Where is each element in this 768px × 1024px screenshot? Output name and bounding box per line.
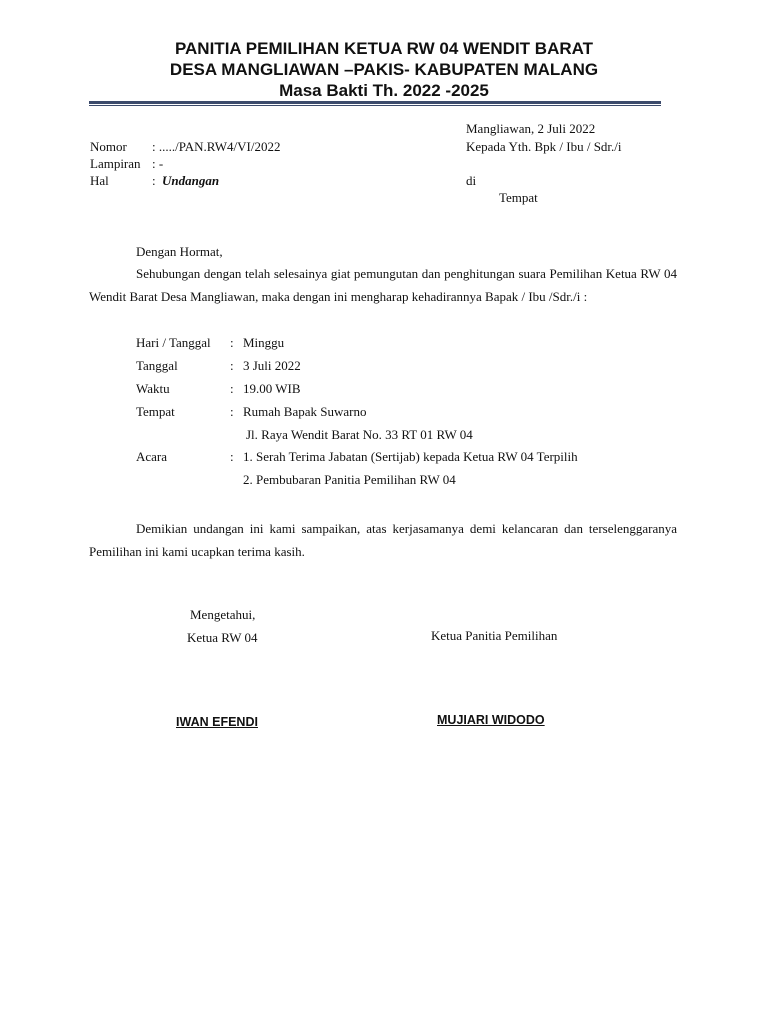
closing-paragraph [89,517,677,563]
nomor-label: Nomor [90,139,127,154]
waktu-label: Waktu [136,381,170,396]
greeting: Dengan Hormat, [136,244,223,259]
hal-label: Hal [90,173,109,188]
tempat-value: Rumah Bapak Suwarno [243,404,367,419]
right-signatory-name: MUJIARI WIDODO [437,713,545,727]
hari-label: Hari / Tanggal [136,335,211,350]
place-date: Mangliawan, 2 Juli 2022 [466,121,596,136]
lampiran-label: Lampiran [90,156,141,171]
tanggal-label: Tanggal [136,358,178,373]
intro-paragraph [89,262,677,308]
acara-item-1: 1. Serah Terima Jabatan (Sertijab) kepada Ketua RW 04 Terpilih [243,449,578,464]
tempat-label: Tempat [136,404,175,419]
hari-colon: : [230,335,234,350]
left-signature-title: Ketua RW 04 [187,630,258,645]
header-divider-thick [89,101,661,104]
waktu-value: 19.00 WIB [243,381,301,396]
letterhead-line-2: DESA MANGLIAWAN –PAKIS- KABUPATEN MALANG [169,60,599,79]
letterhead-line-1: PANITIA PEMILIHAN KETUA RW 04 WENDIT BARAT [174,39,594,58]
left-signature-heading: Mengetahui, [190,607,256,622]
right-signature-title: Ketua Panitia Pemilihan [431,628,558,643]
letterhead [0,38,768,101]
tanggal-colon: : [230,358,234,373]
header-divider-thin [89,105,661,106]
acara-colon: : [230,449,234,464]
waktu-colon: : [230,381,234,396]
closing-text: Demikian undangan ini kami sampaikan, atas kerjasamanya demi kelancaran dan terselenggaranya Pemilihan ini kami ucapkan terima kasih. [89,521,677,559]
letterhead-line-3: Masa Bakti Th. 2022 -2025 [279,81,489,100]
acara-label: Acara [136,449,168,464]
tanggal-value: 3 Juli 2022 [243,358,301,373]
nomor-value: : ...../PAN.RW4/VI/2022 [152,139,281,154]
tempat-colon: : [230,404,234,419]
intro-text: Sehubungan dengan telah selesainya giat pemungutan dan penghitungan suara Pemilihan Ketua RW 04 Wendit Barat Desa Mangliawan, maka dengan ini mengharap kehadirannya Bapak / Ibu /Sdr./i : [89,266,677,304]
hari-value: Minggu [243,335,285,350]
recipient-line-2: di [466,173,477,188]
left-signatory-name: IWAN EFENDI [176,715,258,729]
lampiran-value: : - [152,156,164,171]
recipient-line-3: Tempat [499,190,538,205]
tempat-address: Jl. Raya Wendit Barat No. 33 RT 01 RW 04 [246,427,473,442]
recipient-line-1: Kepada Yth. Bpk / Ibu / Sdr./i [466,139,622,154]
acara-item-2: 2. Pembubaran Panitia Pemilihan RW 04 [243,472,456,487]
hal-value: Undangan [162,173,220,188]
hal-separator: : [152,173,156,188]
